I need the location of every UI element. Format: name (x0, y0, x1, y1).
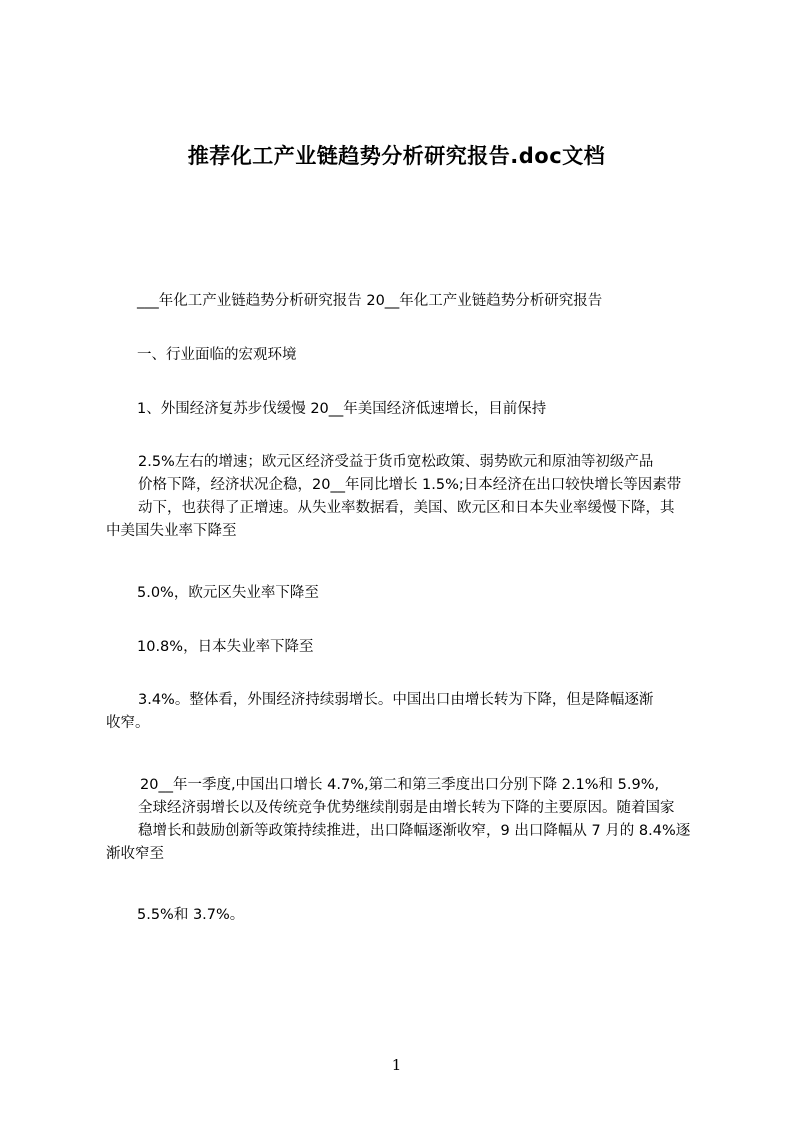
document-title: 推荐化工产业链趋势分析研究报告.doc文档 (187, 144, 606, 168)
paragraph-line: 稳增长和鼓励创新等政策持续推进，出口降幅逐渐收窄，9 出口降幅从 7 月的 8.4%逐 (138, 823, 691, 839)
paragraph-report-heading: ___年化工产业链趋势分析研究报告 20__年化工产业链趋势分析研究报告 (137, 293, 603, 309)
paragraph-line: 20__年一季度,中国出口增长 4.7%,第二和第三季度出口分别下降 2.1%和 5.9%, (140, 777, 660, 793)
paragraph-line: 中美国失业率下降至 (106, 523, 237, 539)
paragraph-external-economy: 1、外围经济复苏步伐缓慢 20__年美国经济低速增长，目前保持 (137, 401, 547, 417)
paragraph-line: 渐收窄至 (106, 846, 164, 862)
paragraph-eurozone-unemployment: 10.8%，日本失业率下降至 (137, 639, 314, 655)
paragraph-line: 2.5%左右的增速；欧元区经济受益于货币宽松政策、弱势欧元和原油等初级产品 (138, 454, 654, 470)
paragraph-export-decline: 5.5%和 3.7%。 (137, 907, 245, 923)
paragraph-us-unemployment: 5.0%，欧元区失业率下降至 (137, 585, 319, 601)
paragraph-line: 全球经济弱增长以及传统竞争优势继续削弱是由增长转为下降的主要原因。随着国家 (138, 800, 675, 816)
paragraph-line: 动下，也获得了正增速。从失业率数据看，美国、欧元区和日本失业率缓慢下降，其 (138, 500, 675, 516)
page-number: 1 (391, 1056, 402, 1074)
section-heading-macro-environment: 一、行业面临的宏观环境 (137, 347, 297, 363)
paragraph-china-exports (106, 774, 690, 866)
paragraph-line: 收窄。 (106, 715, 150, 731)
paragraph-line: 3.4%。整体看，外围经济持续弱增长。中国出口由增长转为下降，但是降幅逐渐 (138, 692, 654, 708)
paragraph-growth-rates (106, 451, 681, 543)
paragraph-line: 价格下降，经济状况企稳，20__年同比增长 1.5%;日本经济在出口较快增长等因素带 (138, 477, 682, 493)
paragraph-japan-unemployment (106, 689, 653, 735)
